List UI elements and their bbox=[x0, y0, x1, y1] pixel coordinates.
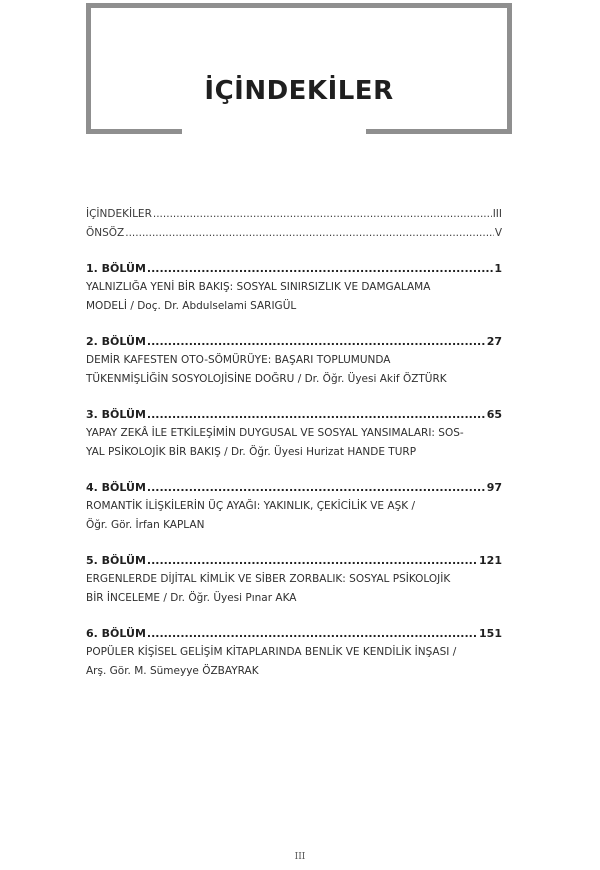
leader-dots bbox=[147, 551, 478, 570]
chapter-heading[interactable] bbox=[86, 332, 502, 351]
chapter-label: 4. BÖLÜM bbox=[86, 481, 146, 494]
chapter-author-line: BİR İNCELEME / Dr. Öğr. Üyesi Pınar AKA bbox=[86, 592, 297, 604]
page-title: İÇİNDEKİLER bbox=[204, 76, 394, 106]
toc-entry[interactable] bbox=[86, 205, 502, 224]
chapter-label: 3. BÖLÜM bbox=[86, 408, 146, 421]
chapter-author-line: Öğr. Gör. İrfan KAPLAN bbox=[86, 519, 205, 531]
chapter-entry[interactable] bbox=[86, 259, 502, 316]
chapter-page: 121 bbox=[479, 554, 502, 567]
toc-entry[interactable] bbox=[86, 224, 502, 243]
toc-entry-page: III bbox=[492, 208, 502, 220]
leader-dots bbox=[147, 624, 478, 643]
leader-dots bbox=[147, 405, 486, 424]
chapter-heading[interactable] bbox=[86, 551, 502, 570]
chapter-author-line: TÜKENMİŞLİĞİN SOSYOLOJİSİNE DOĞRU / Dr. Öğr. Üyesi Akif ÖZTÜRK bbox=[86, 373, 447, 385]
front-matter bbox=[86, 205, 502, 243]
chapter-title-line: POPÜLER KİŞİSEL GELİŞİM KİTAPLARINDA BENLİK VE KENDİLİK İNŞASI / bbox=[86, 646, 457, 658]
chapter-title-line: DEMİR KAFESTEN OTO-SÖMÜRÜYE: BAŞARI TOPLUMUNDA bbox=[86, 354, 391, 366]
leader-dots bbox=[147, 478, 486, 497]
chapter-title-line: ERGENLERDE DİJİTAL KİMLİK VE SİBER ZORBALIK: SOSYAL PSİKOLOJİK bbox=[86, 573, 451, 585]
leader-dots bbox=[147, 259, 493, 278]
toc-entry-label: ÖNSÖZ bbox=[86, 227, 125, 239]
chapter-author-line: Arş. Gör. M. Sümeyye ÖZBAYRAK bbox=[86, 665, 259, 677]
chapter-entry[interactable] bbox=[86, 551, 502, 608]
chapter-entry[interactable] bbox=[86, 332, 502, 389]
chapter-page: 65 bbox=[486, 408, 502, 421]
frame-top-border bbox=[86, 3, 512, 8]
chapter-title-line: YAPAY ZEKÂ İLE ETKİLEŞİMİN DUYGUSAL VE SOSYAL YANSIMALARI: SOS- bbox=[86, 427, 464, 439]
chapter-page: 151 bbox=[479, 627, 502, 640]
leader-dots bbox=[125, 224, 494, 243]
toc-entry-label: İÇİNDEKİLER bbox=[86, 208, 152, 220]
chapter-entry[interactable] bbox=[86, 624, 502, 681]
chapter-heading[interactable] bbox=[86, 259, 502, 278]
title-frame bbox=[86, 3, 512, 134]
chapter-label: 6. BÖLÜM bbox=[86, 627, 146, 640]
frame-bottom-left-border bbox=[86, 129, 182, 134]
chapter-author-line: MODELİ / Doç. Dr. Abdulselami SARIGÜL bbox=[86, 300, 297, 312]
toc-entry-page: V bbox=[494, 227, 502, 239]
chapter-page: 27 bbox=[486, 335, 502, 348]
frame-left-border bbox=[86, 3, 91, 134]
chapter-heading[interactable] bbox=[86, 405, 502, 424]
chapter-entry[interactable] bbox=[86, 405, 502, 462]
frame-right-border bbox=[507, 3, 512, 134]
chapter-page: 97 bbox=[486, 481, 502, 494]
chapter-entry[interactable] bbox=[86, 478, 502, 535]
chapter-heading[interactable] bbox=[86, 478, 502, 497]
chapter-title-line: ROMANTİK İLİŞKİLERİN ÜÇ AYAĞI: YAKINLIK, ÇEKİCİLİK VE AŞK / bbox=[86, 500, 416, 512]
chapter-label: 5. BÖLÜM bbox=[86, 554, 146, 567]
chapter-title-line: YALNIZLIĞA YENİ BİR BAKIŞ: SOSYAL SINIRSIZLIK VE DAMGALAMA bbox=[86, 281, 431, 293]
chapter-heading[interactable] bbox=[86, 624, 502, 643]
leader-dots bbox=[147, 332, 486, 351]
table-of-contents bbox=[86, 205, 502, 681]
page-number: III bbox=[294, 852, 306, 862]
frame-bottom-right-border bbox=[366, 129, 512, 134]
chapter-label: 2. BÖLÜM bbox=[86, 335, 146, 348]
chapter-page: 1 bbox=[494, 262, 502, 275]
leader-dots bbox=[153, 205, 492, 224]
chapter-author-line: YAL PSİKOLOJİK BİR BAKIŞ / Dr. Öğr. Üyesi Hurizat HANDE TURP bbox=[86, 446, 417, 458]
chapter-label: 1. BÖLÜM bbox=[86, 262, 146, 275]
